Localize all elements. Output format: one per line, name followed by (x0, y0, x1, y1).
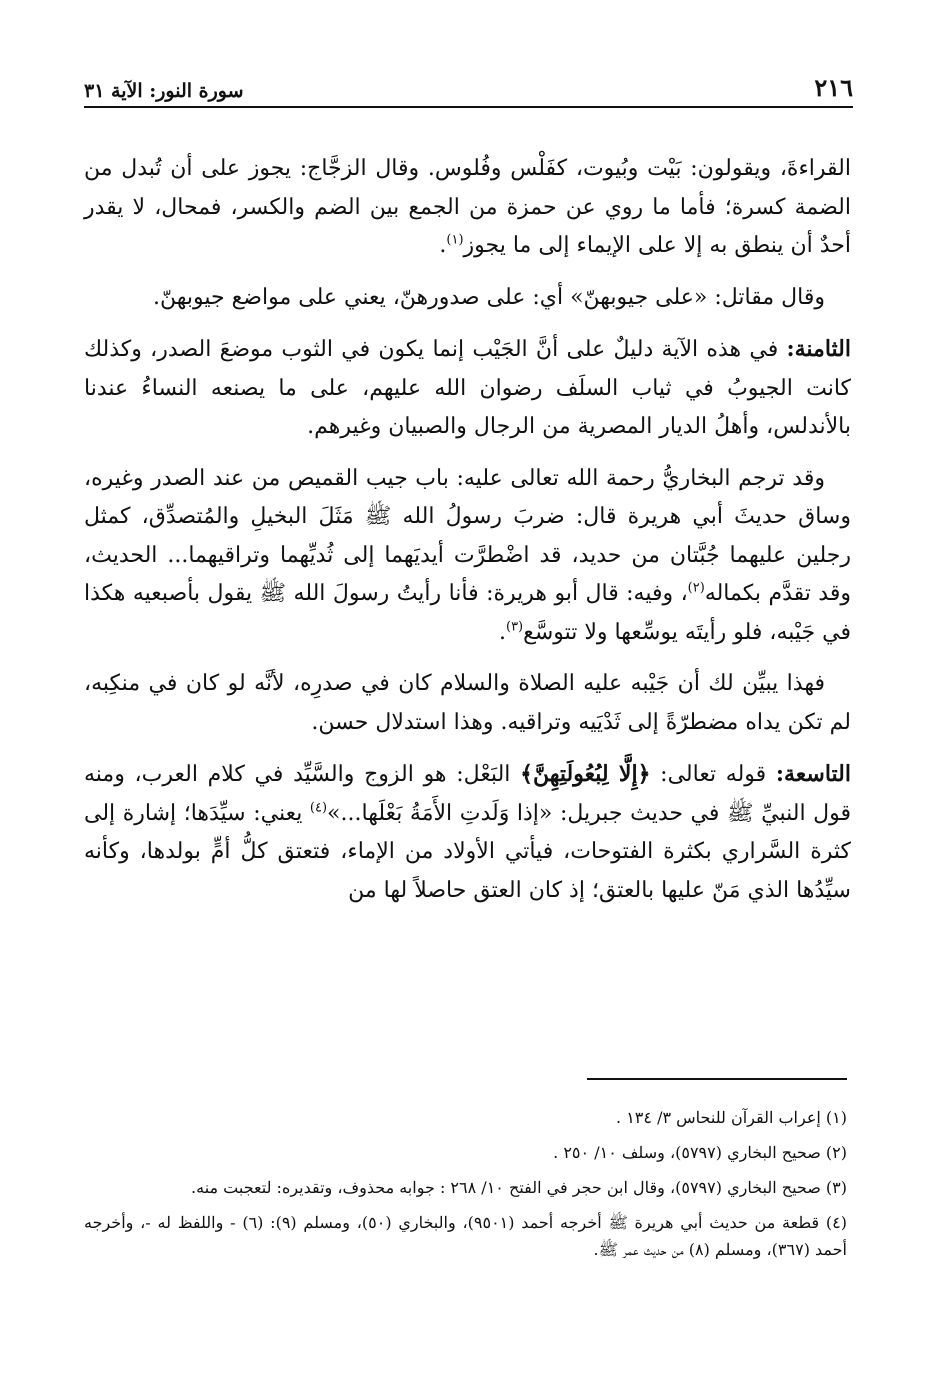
header-rule (84, 106, 853, 108)
page-header (84, 72, 853, 102)
paragraph-2: وقال مقاتل: «على جيوبهنّ» أي: على صدورهنّ، يعني على مواضع جيوبهنّ. (153, 284, 825, 310)
paragraph-4: وقد ترجم البخاريُّ رحمة الله تعالى عليه: باب جيب القميص من عند الصدر وغيره، وساق حديثَ أبي هريرة قال: ضربَ رسولُ الله ﷺ مَثَلَ البخيلِ والمُتصدِّق، كمثل رجلين عليهما جُبَّتان من حديد، قد اضْطرَّت أيديَهما إلى ثُديِّهما وتراقيهما... الحديث، وقد تقدَّم بكماله$^{(٢)}$، وفيه: قال أبو هريرة: فأنا رأيتُ رسولَ الله ﷺ يقول بأصبعيه هكذا في جَيْبه، فلو رأيتَه يوسِّعها ولا تتوسَّع$^{(٣)}$. (84, 465, 851, 645)
footnote-2: (٢) صحيح البخاري (٥٧٩٧)، وسلف ١٠/ ٢٥٠ . (553, 1143, 847, 1162)
quran-verse: ﴿إِلَّا لِبُعُولَتِهِنَّ﴾ (520, 761, 651, 787)
paragraph-3: الثامنة: في هذه الآية دليلٌ على أنَّ الجَيْب إنما يكون في الثوب موضعَ الصدر، وكذلك كانت الجيوبُ في ثياب السلَف رضوان الله عليهم، على ما يصنعه النساءُ عندنا بالأندلس، وأهلُ الديار المصرية من الرجال والصبيان وغيرهم. (84, 336, 851, 439)
footnote-ref-4: (٤) (309, 800, 328, 816)
footnote-1: (١) إعراب القرآن للنحاس ٣/ ١٣٤ . (616, 1108, 847, 1127)
main-text (84, 150, 851, 923)
paragraph-6: التاسعة: قوله تعالى: ﴿إِلَّا لِبُعُولَتِهِنَّ﴾ البَعْل: هو الزوج والسَّيِّد في كلام العرب، ومنه قول النبيِّ ﷺ في حديث جبريل: «إذا وَلَدتِ الأَمَةُ بَعْلَها...»$^{(٤)}$ يعني: سيِّدَها؛ إشارة إلى كثرة السَّراري بكثرة الفتوحات، فيأتي الأولاد من الإماء، فتعتق كلُّ أمٍّ بولدها، وكأنه سيِّدُها الذي مَنّ عليها بالعتق؛ إذ كان العتق حاصلاً لها من (84, 761, 852, 903)
section-heading-eighth: الثامنة: (786, 336, 851, 362)
footnote-separator (587, 1078, 847, 1080)
paragraph-5: فهذا يبيِّن لك أن جَيْبه عليه الصلاة والسلام كان في صدرِه، لأنَّه لو كان في منكِبه، لم تكن يداه مضطرّةً إلى ثَدْيَيه وتراقيه. وهذا استدلال حسن. (84, 671, 851, 735)
footnote-4: (٤) قطعة من حديث أبي هريرة ﷺ أخرجه أحمد (٩٥٠١)، والبخاري (٥٠)، ومسلم (٩): (٦) - واللفظ له -، وأخرجه أحمد (٣٦٧)، ومسلم (٨) من حديث عمر ﷺ. (84, 1213, 847, 1259)
footnote-3: (٣) صحيح البخاري (٥٧٩٧)، وقال ابن حجر في الفتح ١٠/ ٢٦٨ : جوابه محذوف، وتقديره: لتعجبت منه. (191, 1178, 847, 1197)
running-title: سورة النور: الآية ٣١ (84, 80, 244, 102)
footnote-ref-2: (٢) (687, 580, 705, 596)
footnote-ref-1: (١) (446, 232, 464, 248)
paragraph-1: القراءةَ، ويقولون: بَيْت وبُيوت، كفَلْس وفُلوس. وقال الزجَّاج: يجوز على أن تُبدل من الضمة كسرة؛ فأما ما روي عن حمزة من الجمع بين الضم والكسر، فمحال، لا يقدر أحدٌ أن ينطق به إلا على الإيماء إلى ما يجوز$^{(١)}$. (84, 156, 851, 258)
footnote-ref-3: (٣) (505, 619, 524, 635)
page-number: ٢١٦ (814, 73, 853, 102)
footnotes (84, 1104, 847, 1271)
section-heading-ninth: التاسعة: (775, 761, 851, 787)
